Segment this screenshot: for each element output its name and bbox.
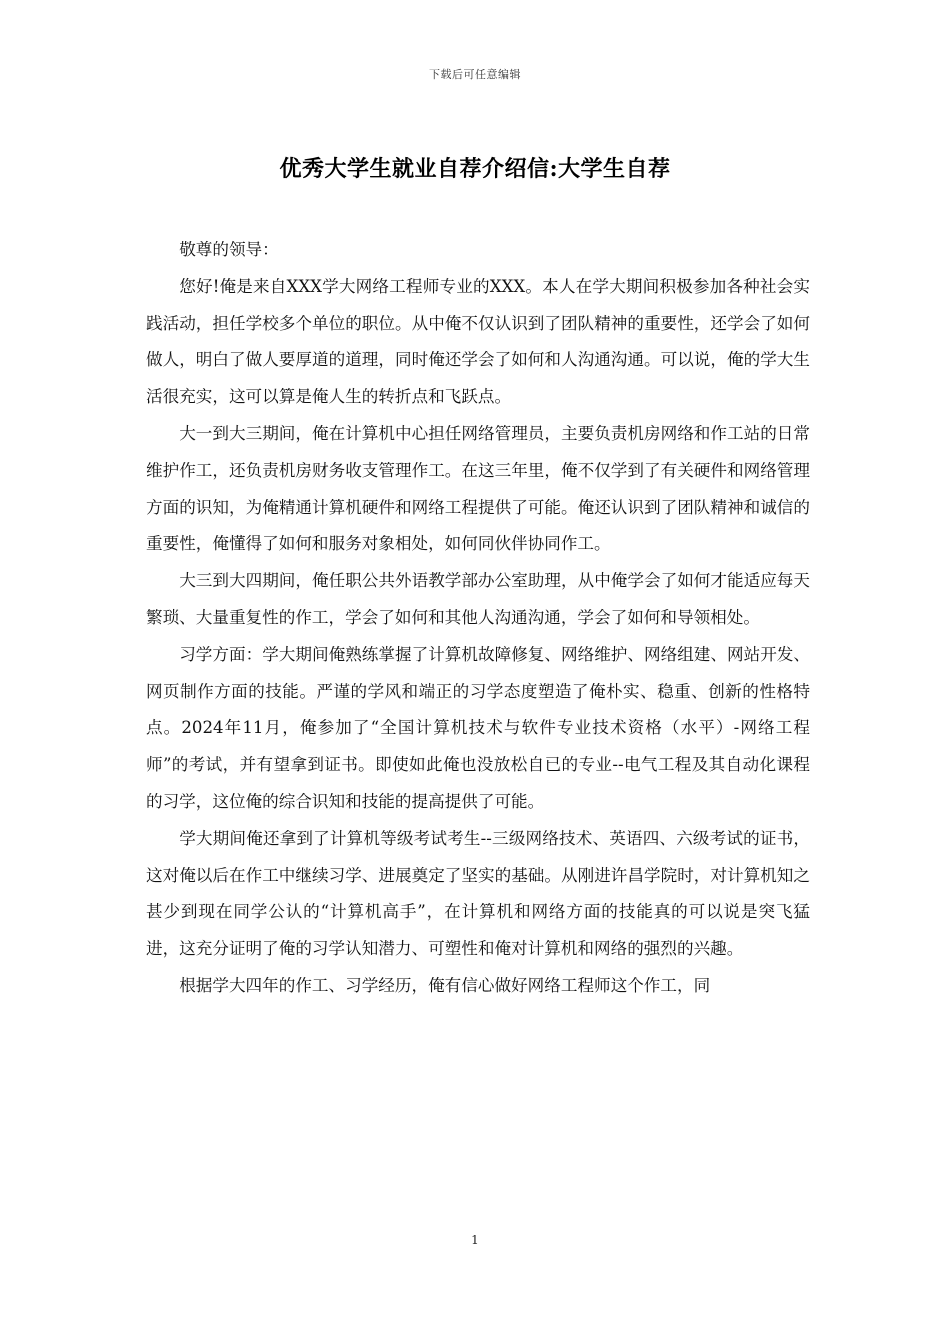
paragraph-5: 学大期间俺还拿到了计算机等级考试考生--三级网络技术、英语四、六级考试的证书，这对俺以后在作工中继续习学、进展奠定了坚实的基础。从刚进许昌学院时，对计算机知之甚少到现在同学公认的“计算机高手”，在计算机和网络方面的技能真的可以说是突飞猛进，这充分证明了俺的习学认知潜力、可塑性和俺对计算机和网络的强烈的兴趣。 [146,828,810,959]
salutation: 敬尊的领导： [179,240,279,259]
paragraph-1: 您好!俺是来自XXX学大网络工程师专业的XXX。本人在学大期间积极参加各种社会实践活动，担任学校多个单位的职位。从中俺不仅认识到了团队精神的重要性，还学会了如何做人，明白了做人要厚道的道理，同时俺还学会了如何和人沟通沟通。可以说，俺的学大生活很充实，这可以算是俺人生的转折点和飞跃点。 [146,276,810,407]
paragraph-4: 习学方面：学大期间俺熟练掌握了计算机故障修复、网络维护、网络组建、网站开发、网页制作方面的技能。严谨的学风和端正的习学态度塑造了俺朴实、稳重、创新的性格特点。2024年11月，俺参加了“全国计算机技术与软件专业技术资格（水平）-网络工程师”的考试，并有望拿到证书。即使如此俺也没放松自已的专业--电气工程及其自动化课程的习学，这位俺的综合识知和技能的提高提供了可能。 [146,644,810,811]
paragraph-3: 大三到大四期间，俺任职公共外语教学部办公室助理，从中俺学会了如何才能适应每天繁琐、大量重复性的作工，学会了如何和其他人沟通沟通，学会了如何和导领相处。 [146,571,810,627]
letter-body [146,232,810,1005]
page-number: 1 [471,1233,479,1247]
header-note: 下载后可任意编辑 [429,68,521,81]
document-title: 优秀大学生就业自荐介绍信:大学生自荐 [279,156,671,182]
paragraph-6: 根据学大四年的作工、习学经历，俺有信心做好网络工程师这个作工，同 [179,975,711,995]
paragraph-2: 大一到大三期间，俺在计算机中心担任网络管理员，主要负责机房网络和作工站的日常维护作工，还负责机房财务收支管理作工。在这三年里，俺不仅学到了有关硬件和网络管理方面的识知，为俺精通计算机硬件和网络工程提供了可能。俺还认识到了团队精神和诚信的重要性，俺懂得了如何和服务对象相处，如何同伙伴协同作工。 [146,423,810,554]
